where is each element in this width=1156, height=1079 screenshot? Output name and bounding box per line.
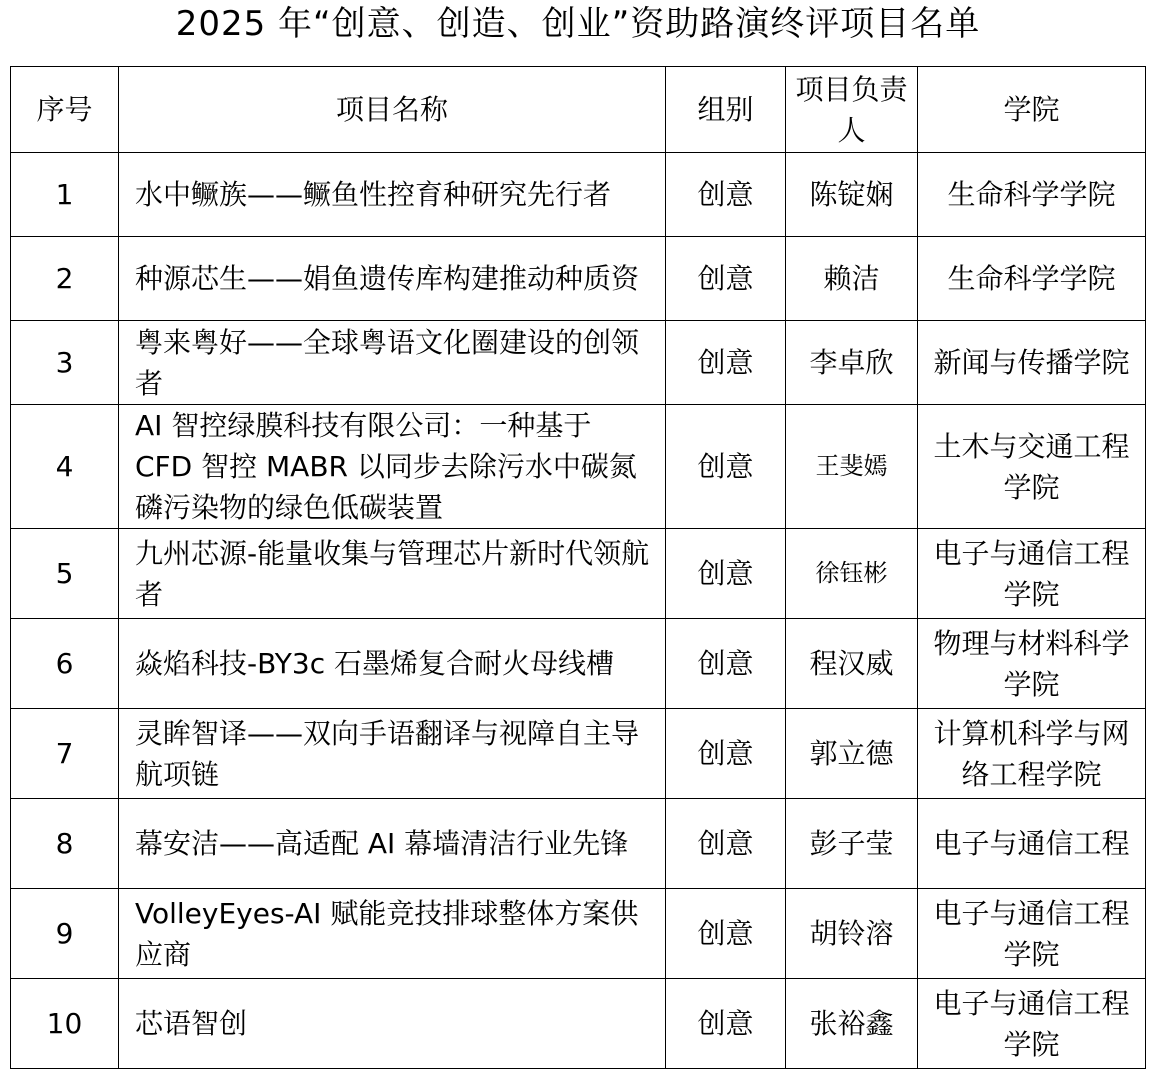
cell-lead: 王斐嫣 [786, 405, 918, 529]
cell-seq: 1 [11, 153, 119, 237]
cell-group: 创意 [666, 321, 786, 405]
table-row [11, 237, 1146, 321]
cell-project-name: 芯语智创 [119, 979, 666, 1069]
cell-lead: 赖洁 [786, 237, 918, 321]
header-project-name: 项目名称 [119, 67, 666, 153]
header-group: 组别 [666, 67, 786, 153]
cell-lead: 陈锭娴 [786, 153, 918, 237]
cell-college: 生命科学学院 [918, 237, 1146, 321]
cell-seq: 9 [11, 889, 119, 979]
cell-lead: 程汉威 [786, 619, 918, 709]
cell-project-name: 九州芯源-能量收集与管理芯片新时代领航者 [119, 529, 666, 619]
cell-group: 创意 [666, 979, 786, 1069]
cell-lead: 胡铃溶 [786, 889, 918, 979]
table-row [11, 321, 1146, 405]
cell-group: 创意 [666, 153, 786, 237]
cell-seq: 4 [11, 405, 119, 529]
cell-lead: 郭立德 [786, 709, 918, 799]
cell-college: 新闻与传播学院 [918, 321, 1146, 405]
table-row [11, 799, 1146, 889]
cell-group: 创意 [666, 889, 786, 979]
header-lead: 项目负责人 [786, 67, 918, 153]
cell-college: 电子与通信工程 [918, 799, 1146, 889]
cell-college: 电子与通信工程学院 [918, 979, 1146, 1069]
cell-seq: 5 [11, 529, 119, 619]
project-roster-table [10, 66, 1146, 1069]
cell-seq: 10 [11, 979, 119, 1069]
cell-project-name: AI 智控绿膜科技有限公司：一种基于 CFD 智控 MABR 以同步去除污水中碳氮磷污染物的绿色低碳装置 [119, 405, 666, 529]
cell-college: 生命科学学院 [918, 153, 1146, 237]
cell-seq: 2 [11, 237, 119, 321]
cell-project-name: 粤来粤好——全球粤语文化圈建设的创领者 [119, 321, 666, 405]
cell-seq: 3 [11, 321, 119, 405]
cell-lead: 李卓欣 [786, 321, 918, 405]
cell-project-name: 种源芯生——娟鱼遗传库构建推动种质资 [119, 237, 666, 321]
table-row [11, 979, 1146, 1069]
cell-lead: 彭子莹 [786, 799, 918, 889]
table-row [11, 405, 1146, 529]
cell-project-name: 水中鳜族——鳜鱼性控育种研究先行者 [119, 153, 666, 237]
cell-seq: 6 [11, 619, 119, 709]
cell-project-name: VolleyEyes-AI 赋能竞技排球整体方案供应商 [119, 889, 666, 979]
cell-group: 创意 [666, 709, 786, 799]
table-row [11, 889, 1146, 979]
cell-project-name: 焱焰科技-BY3c 石墨烯复合耐火母线槽 [119, 619, 666, 709]
table-header-row [11, 67, 1146, 153]
cell-group: 创意 [666, 529, 786, 619]
table-row [11, 619, 1146, 709]
header-seq: 序号 [11, 67, 119, 153]
document-title: 2025 年“创意、创造、创业”资助路演终评项目名单 [175, 4, 981, 44]
cell-college: 土木与交通工程学院 [918, 405, 1146, 529]
cell-group: 创意 [666, 405, 786, 529]
cell-lead: 张裕鑫 [786, 979, 918, 1069]
cell-college: 电子与通信工程学院 [918, 889, 1146, 979]
cell-college: 电子与通信工程学院 [918, 529, 1146, 619]
table-row [11, 529, 1146, 619]
cell-group: 创意 [666, 237, 786, 321]
cell-project-name: 灵眸智译——双向手语翻译与视障自主导航项链 [119, 709, 666, 799]
cell-group: 创意 [666, 799, 786, 889]
header-college: 学院 [918, 67, 1146, 153]
cell-project-name: 幕安洁——高适配 AI 幕墙清洁行业先锋 [119, 799, 666, 889]
cell-seq: 7 [11, 709, 119, 799]
table-row [11, 153, 1146, 237]
cell-group: 创意 [666, 619, 786, 709]
cell-college: 计算机科学与网络工程学院 [918, 709, 1146, 799]
cell-college: 物理与材料科学学院 [918, 619, 1146, 709]
table-row [11, 709, 1146, 799]
cell-seq: 8 [11, 799, 119, 889]
cell-lead: 徐钰彬 [786, 529, 918, 619]
